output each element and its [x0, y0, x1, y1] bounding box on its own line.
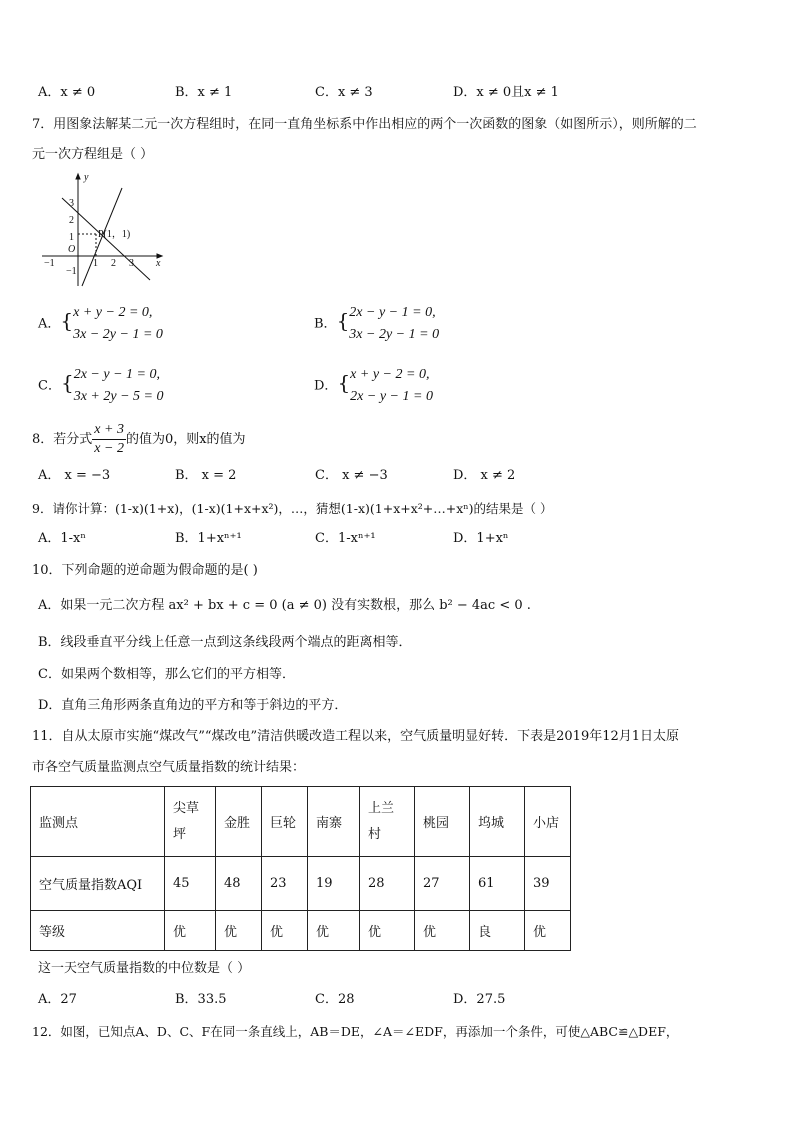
- level-cell: 优: [308, 911, 360, 951]
- q8-denominator: x − 2: [94, 441, 124, 456]
- x-tick--1: −1: [44, 258, 55, 269]
- q8-option-a: A． x = −3: [38, 468, 111, 483]
- level-cell: 优: [216, 911, 262, 951]
- q7-option-c: C．{ 2x − y − 1 = 0, 3x + 2y − 5 = 0: [38, 364, 163, 408]
- y-tick-2: 2: [69, 215, 74, 226]
- aqi-cell: 28: [360, 857, 415, 911]
- q7-option-b-label: B．: [314, 316, 337, 332]
- q7-option-b-eq2: 3x − 2y − 1 = 0: [349, 327, 440, 342]
- q8-fraction: [92, 421, 126, 458]
- q11-stem-line2: 市各空气质量监测点空气质量指数的统计结果：: [32, 760, 306, 775]
- q9-option-d: D．1+xⁿ: [453, 531, 509, 546]
- q11-stem-line1: 11．自从太原市实施“煤改气”“煤改电”清洁供暖改造工程以来，空气质量明显好转．下表是2019年12月1日太原: [32, 729, 680, 744]
- q6-option-c: C．x ≠ 3: [315, 85, 373, 100]
- q10-option-d: D．直角三角形两条直角边的平方和等于斜边的平方．: [38, 698, 348, 713]
- q9-option-b: B．1+xⁿ⁺¹: [175, 531, 242, 546]
- header-cell: 巨轮: [262, 787, 308, 857]
- q7-option-a-eq2: 3x − 2y − 1 = 0: [73, 327, 163, 342]
- header-cell: 金胜: [216, 787, 262, 857]
- y-tick-3: 3: [69, 198, 74, 209]
- x-tick-2: 2: [111, 258, 116, 269]
- q7-option-c-eq2: 3x + 2y − 5 = 0: [73, 389, 164, 404]
- q7-option-a-label: A．: [38, 316, 61, 332]
- q7-option-c-eq1: 2x − y − 1 = 0,: [73, 367, 160, 382]
- q6-option-b: B．x ≠ 1: [175, 85, 233, 100]
- q7-option-b: B．{ 2x − y − 1 = 0, 3x − 2y − 1 = 0: [314, 302, 439, 346]
- aqi-table-header-row: [31, 787, 571, 857]
- q7-option-d: D．{ x + y − 2 = 0, 2x − y − 1 = 0: [314, 364, 433, 408]
- q7-stem-line1: 7．用图象法解某二元一次方程组时，在同一直角坐标系中作出相应的两个一次函数的图象（如图所示），则所解的二: [32, 117, 697, 132]
- aqi-table-index-row: [31, 857, 571, 911]
- q7-option-b-eq1: 2x − y − 1 = 0,: [349, 305, 436, 320]
- aqi-cell: 48: [216, 857, 262, 911]
- point-p-label: P(1，1): [98, 229, 131, 240]
- x-tick-3: 3: [129, 258, 134, 269]
- level-cell: 优: [415, 911, 470, 951]
- q8-stem: [32, 421, 246, 458]
- q11-option-b: B．33.5: [175, 992, 227, 1007]
- header-cell: 坞城: [470, 787, 525, 857]
- q11-option-a: A．27: [38, 992, 77, 1007]
- q9-option-c: C．1-xⁿ⁺¹: [315, 531, 376, 546]
- q10-option-a: A．如果一元二次方程 ax² + bx + c = 0 (a ≠ 0) 没有实数根，那么 b² − 4ac < 0 .: [38, 598, 531, 613]
- q7-option-a-eq1: x + y − 2 = 0,: [73, 305, 153, 320]
- q10-option-c: C．如果两个数相等，那么它们的平方相等．: [38, 667, 295, 682]
- aqi-cell: 23: [262, 857, 308, 911]
- aqi-cell: 45: [165, 857, 216, 911]
- q11-option-d: D．27.5: [453, 992, 506, 1007]
- header-cell: 尖草坪: [165, 787, 216, 857]
- q7-stem-line2: 元一次方程组是（ ）: [32, 147, 154, 162]
- q8-option-b: B． x = 2: [175, 468, 237, 483]
- level-cell: 优: [360, 911, 415, 951]
- q7-option-d-eq2: 2x − y − 1 = 0: [350, 389, 433, 404]
- level-cell: 优: [525, 911, 571, 951]
- header-cell: 小店: [525, 787, 571, 857]
- q8-option-c: C． x ≠ −3: [315, 468, 388, 483]
- q11-question: 这一天空气质量指数的中位数是（ ）: [38, 961, 251, 976]
- q7-option-c-label: C．: [38, 378, 61, 394]
- q7-option-d-eq1: x + y − 2 = 0,: [350, 367, 430, 382]
- aqi-cell: 27: [415, 857, 470, 911]
- q11-option-c: C．28: [315, 992, 355, 1007]
- y-tick--1: −1: [66, 266, 77, 277]
- q8-prefix: 8．若分式: [32, 432, 93, 447]
- q6-option-d: D．x ≠ 0且x ≠ 1: [453, 85, 559, 100]
- header-cell: 监测点: [31, 787, 165, 857]
- q7-option-a: A．{ x + y − 2 = 0, 3x − 2y − 1 = 0: [38, 302, 163, 346]
- level-cell: 优: [165, 911, 216, 951]
- level-label-cell: 等级: [31, 911, 165, 951]
- q12-stem: 12．如图，已知点A、D、C、F在同一条直线上，AB＝DE，∠A＝∠EDF，再添加一个条件，可使△ABC≌△DEF，: [32, 1024, 679, 1039]
- level-cell: 良: [470, 911, 525, 951]
- aqi-cell: 19: [308, 857, 360, 911]
- q7-coordinate-graph: [38, 168, 168, 290]
- q8-suffix: 的值为0，则x的值为: [125, 432, 246, 447]
- q7-option-d-label: D．: [314, 378, 338, 394]
- header-cell: 南寨: [308, 787, 360, 857]
- y-tick-1: 1: [69, 232, 74, 243]
- header-cell: 桃园: [415, 787, 470, 857]
- aqi-table-level-row: [31, 911, 571, 951]
- aqi-cell: 39: [525, 857, 571, 911]
- x-axis-label: x: [156, 258, 161, 269]
- origin-label: O: [68, 244, 76, 255]
- q10-stem: 10．下列命题的逆命题为假命题的是( ): [32, 563, 258, 578]
- q6-option-a: A．x ≠ 0: [38, 85, 96, 100]
- q8-numerator: x + 3: [92, 421, 126, 440]
- aqi-table: [30, 786, 571, 951]
- q9-option-a: A．1-xⁿ: [38, 531, 87, 546]
- aqi-label-cell: 空气质量指数AQI: [31, 857, 165, 911]
- aqi-cell: 61: [470, 857, 525, 911]
- q8-option-d: D． x ≠ 2: [453, 468, 516, 483]
- q9-stem: 9．请你计算：(1-x)(1+x)，(1-x)(1+x+x²)，…，猜想(1-x)(1+x+x²+…+xⁿ)的结果是（ ）: [32, 501, 553, 516]
- x-tick-1: 1: [93, 258, 98, 269]
- y-axis-label: y: [84, 172, 89, 183]
- y-axis-arrow: [76, 174, 80, 179]
- level-cell: 优: [262, 911, 308, 951]
- header-cell: 上兰村: [360, 787, 415, 857]
- q10-option-b: B．线段垂直平分线上任意一点到这条线段两个端点的距离相等．: [38, 635, 412, 650]
